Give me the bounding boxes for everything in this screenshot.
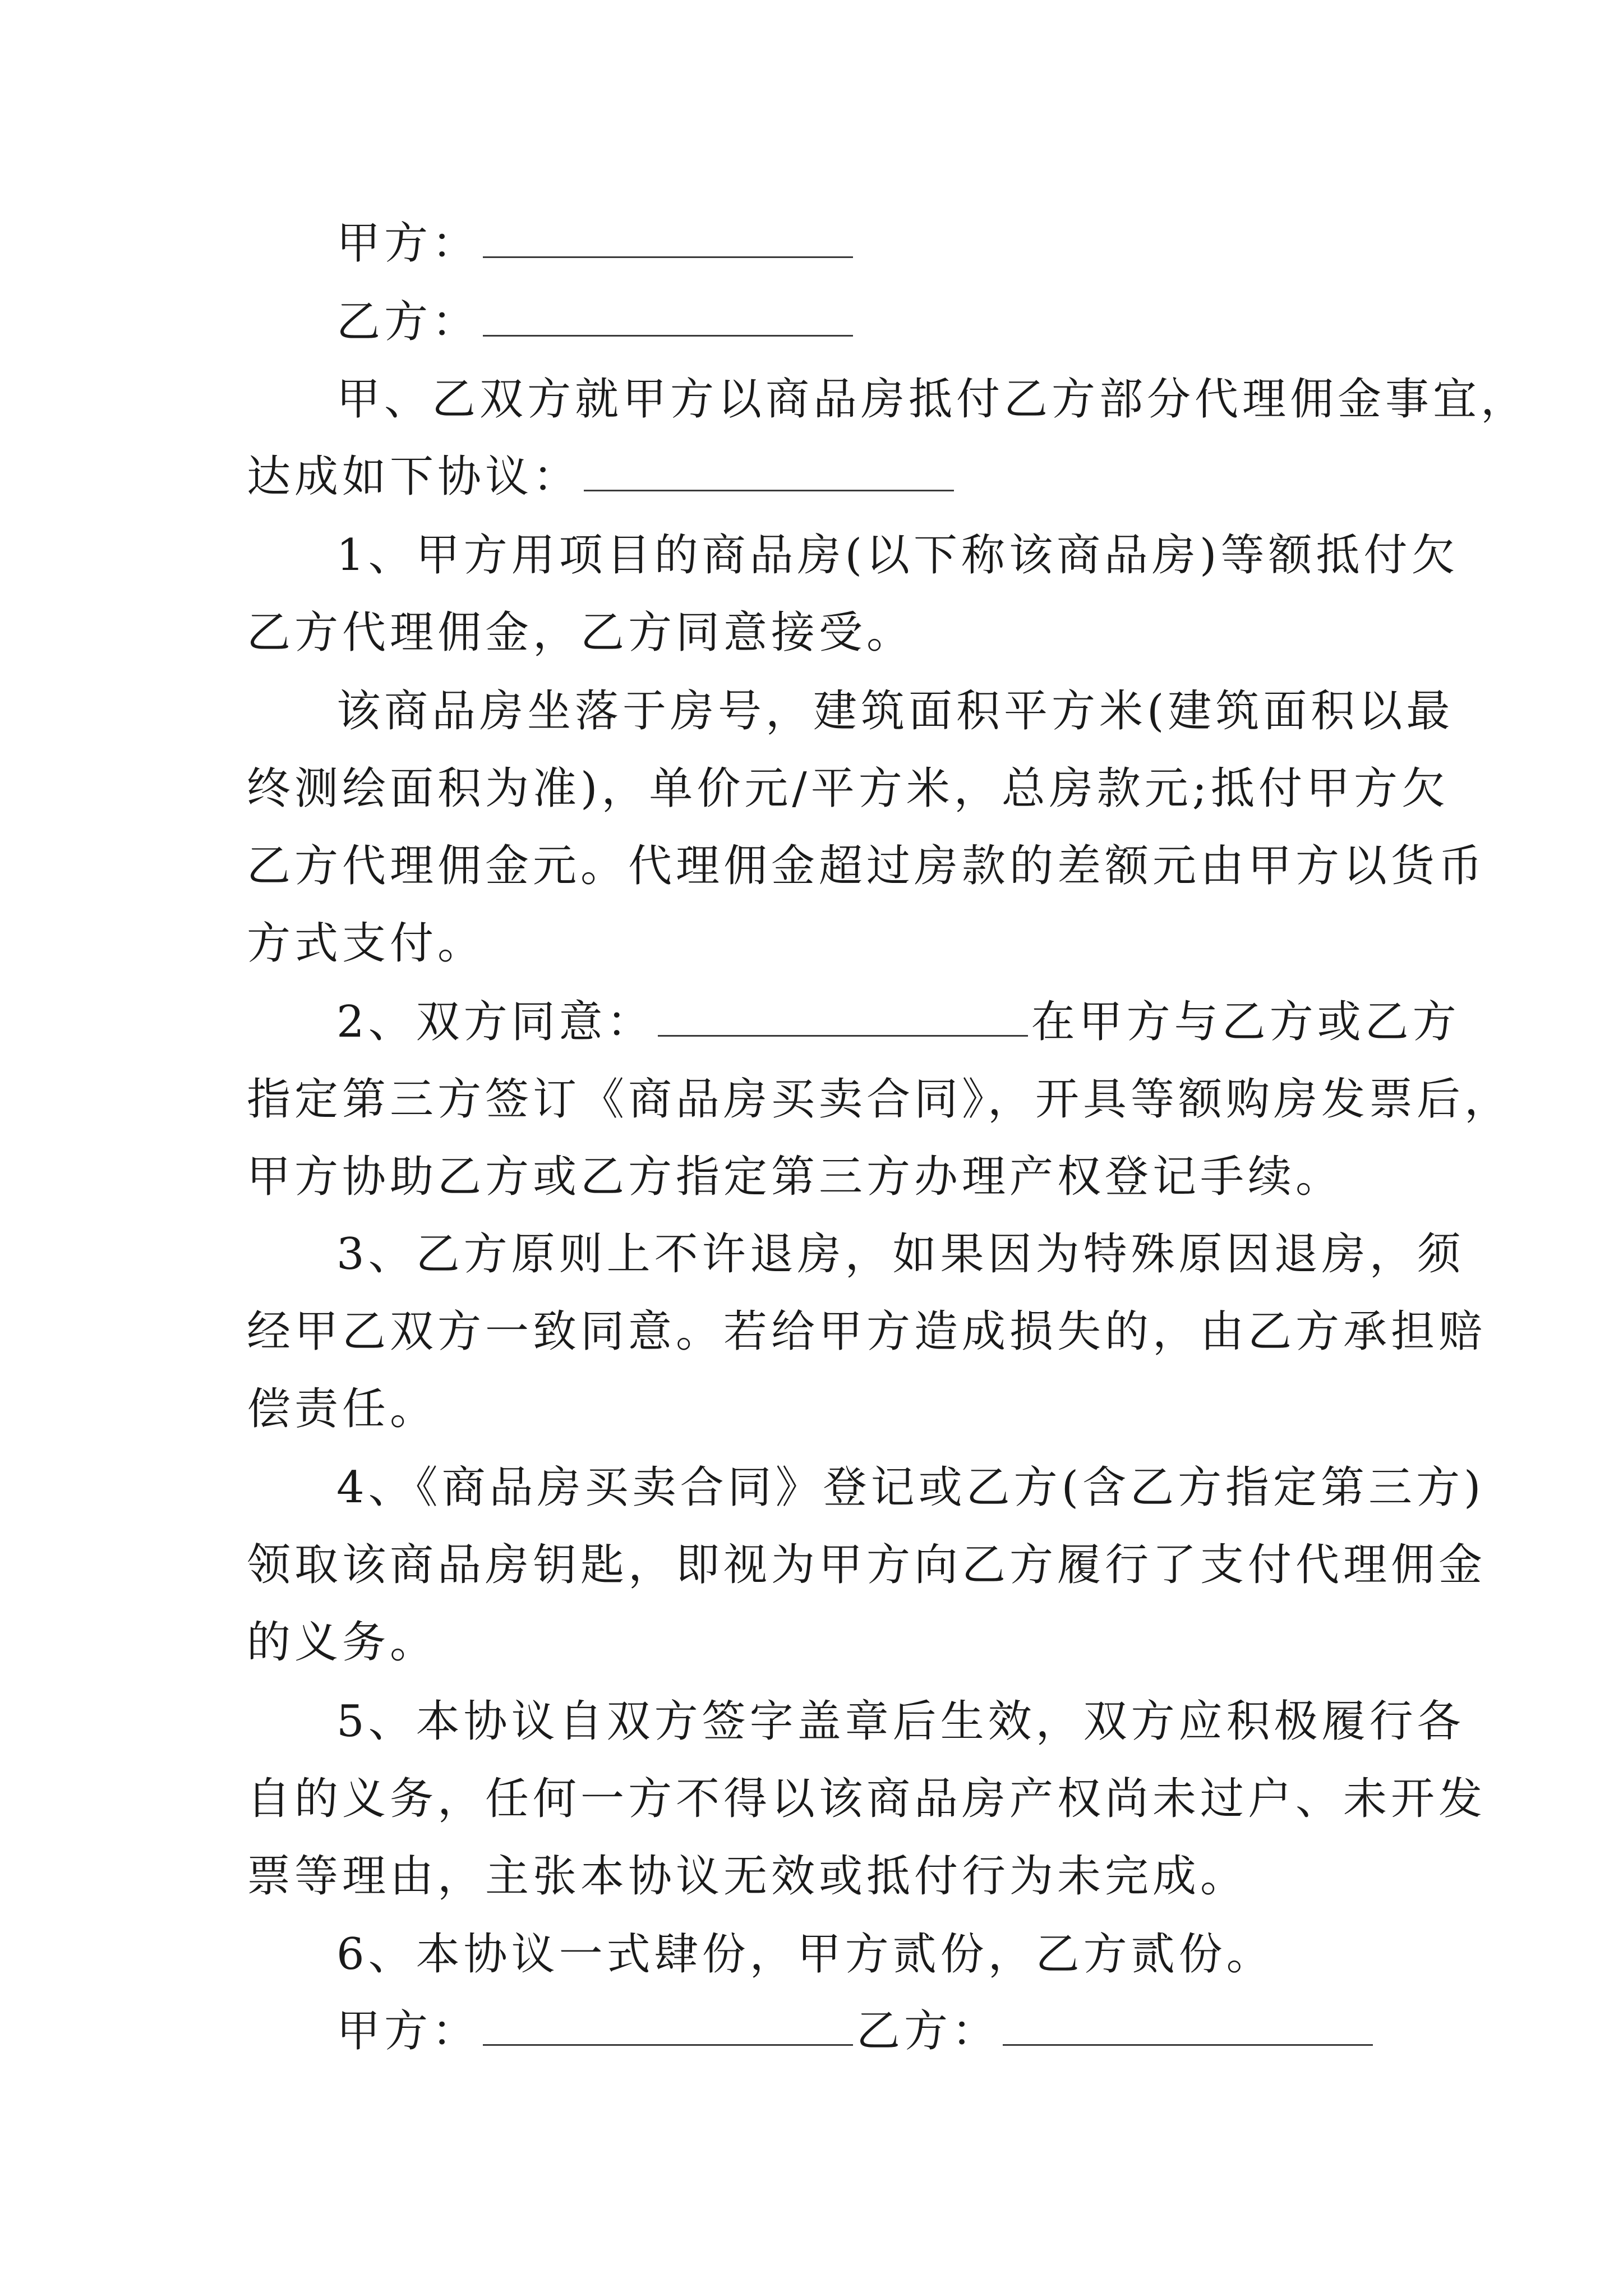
clause-5 [247, 1683, 1487, 1915]
clause-6 [247, 1916, 1453, 1993]
clause-1-detail-line-2: 终测绘面积为准)，单价元/平方米，总房款元;抵付甲方欠 [247, 763, 1449, 814]
party-b-blank [483, 290, 853, 337]
clause-1-detail-line-4: 方式支付。 [247, 918, 486, 969]
clause-2-line-1-after: 在甲方与乙方或乙方 [1031, 997, 1460, 1047]
signature-party-a-label: 甲方： [336, 2006, 480, 2056]
clause-5-line-2: 自的义务，任何一方不得以该商品房产权尚未过户、未开发 [247, 1774, 1487, 1824]
clause-2-line-2: 指定第三方签订《商品房买卖合同》，开具等额购房发票后， [247, 1074, 1513, 1125]
clause-5-line-3: 票等理由，主张本协议无效或抵付行为未完成。 [247, 1851, 1248, 1902]
party-a-line [247, 205, 1453, 282]
clause-5-line-1: 5、本协议自双方签字盖章后生效，双方应积极履行各 [336, 1696, 1465, 1747]
clause-4-line-2: 领取该商品房钥匙，即视为甲方向乙方履行了支付代理佣金 [247, 1540, 1487, 1590]
clause-1-line-1: 1、甲方用项目的商品房(以下称该商品房)等额抵付欠 [336, 530, 1459, 581]
intro-line-2: 达成如下协议： [247, 452, 581, 502]
party-a-blank [483, 211, 853, 258]
clause-1-detail [247, 673, 1487, 982]
clause-3 [247, 1216, 1487, 1448]
clause-2-blank [658, 990, 1028, 1037]
signature-party-b-label: 乙方： [856, 2006, 1000, 2056]
signature-party-a-blank [483, 1999, 853, 2046]
clause-3-line-3: 偿责任。 [247, 1384, 438, 1434]
clause-1-detail-line-1: 该商品房坐落于房号，建筑面积平方米(建筑面积以最 [336, 686, 1454, 737]
clause-2-line-1-before: 2、双方同意： [336, 997, 654, 1047]
party-b-label: 乙方： [336, 297, 480, 347]
clause-6-line-1: 6、本协议一式肆份，甲方贰份，乙方贰份。 [336, 1929, 1274, 1980]
clause-1 [247, 517, 1459, 671]
clause-2 [247, 983, 1513, 1216]
clause-1-line-2: 乙方代理佣金，乙方同意接受。 [247, 608, 915, 658]
clause-4 [247, 1449, 1487, 1681]
clause-2-line-3: 甲方协助乙方或乙方指定第三方办理产权登记手续。 [247, 1152, 1344, 1202]
intro-paragraph [247, 361, 1529, 516]
signature-party-b-blank [1003, 1999, 1373, 2046]
clause-1-detail-line-3: 乙方代理佣金元。代理佣金超过房款的差额元由甲方以货币 [247, 841, 1487, 891]
party-a-label: 甲方： [336, 218, 480, 269]
signature-line [247, 1993, 1453, 2070]
party-b-line [247, 283, 1453, 361]
clause-4-line-3: 的义务。 [247, 1617, 438, 1668]
intro-blank [584, 445, 954, 491]
clause-3-line-1: 3、乙方原则上不许退房，如果因为特殊原因退房，须 [336, 1229, 1465, 1280]
intro-line-1: 甲、乙双方就甲方以商品房抵付乙方部分代理佣金事宜， [336, 374, 1529, 425]
clause-4-line-1: 4、《商品房买卖合同》登记或乙方(含乙方指定第三方) [336, 1462, 1485, 1513]
clause-3-line-2: 经甲乙双方一致同意。若给甲方造成损失的，由乙方承担赔 [247, 1306, 1487, 1357]
